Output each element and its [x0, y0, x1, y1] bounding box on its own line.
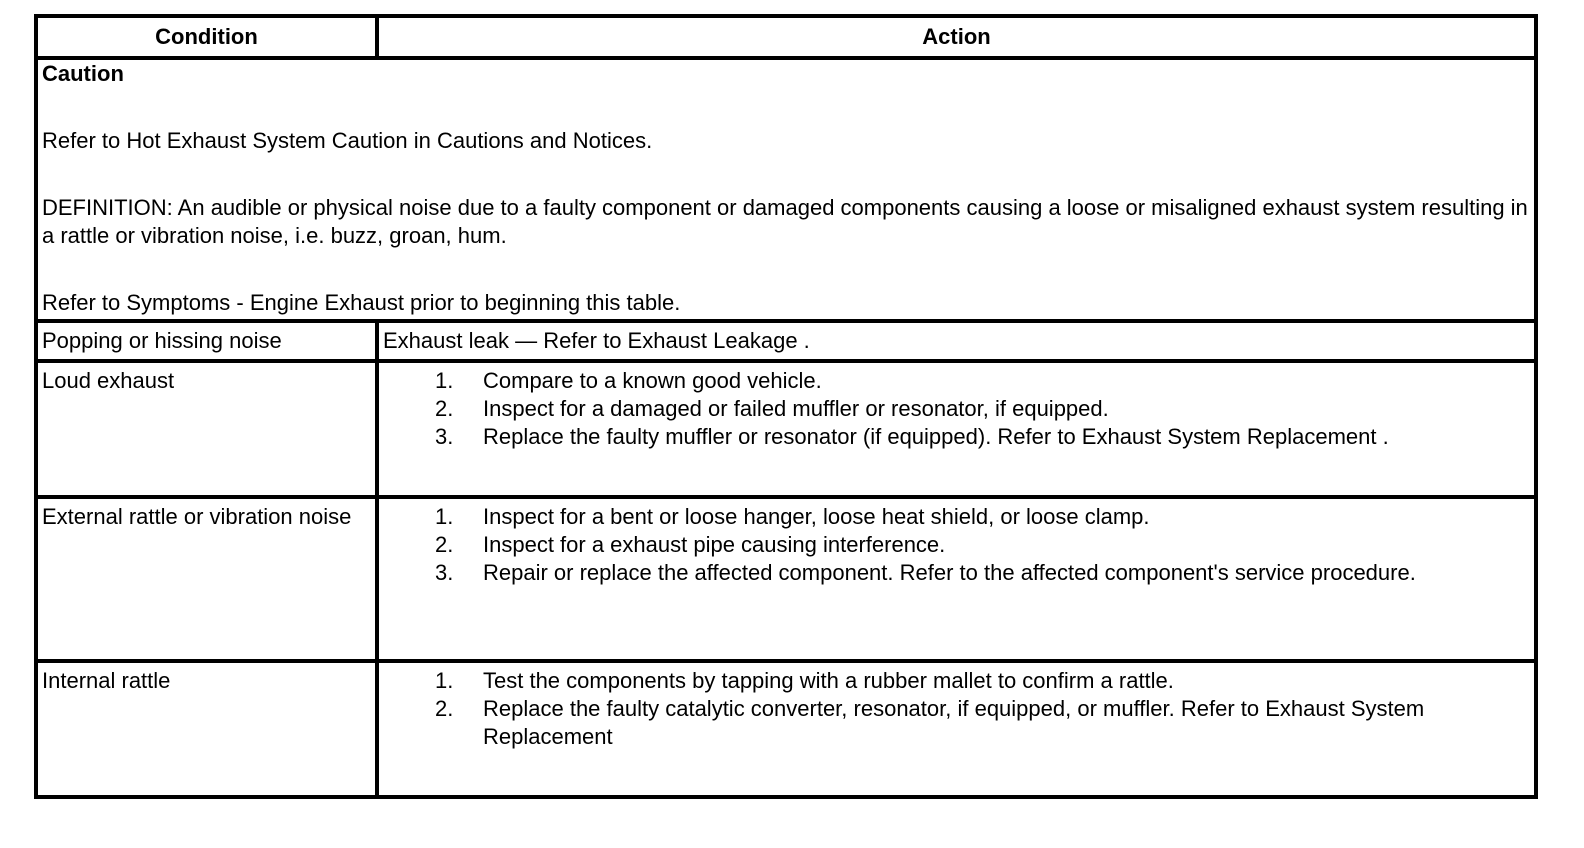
action-steps — [383, 367, 1530, 451]
step-item — [383, 667, 1530, 695]
step-number: 2. — [435, 532, 454, 557]
caution-title: Caution — [42, 61, 124, 86]
step-text: Replace the faulty muffler or resonator (if equipped). Refer to Exhaust System Replacement . — [483, 424, 1389, 449]
caution-reference: Refer to Hot Exhaust System Caution in Cautions and Notices. — [42, 128, 653, 153]
table-row — [36, 361, 1536, 497]
condition-cell: Popping or hissing noise — [36, 321, 377, 361]
definition-text: DEFINITION: An audible or physical noise due to a faulty component or damaged components causing a loose or misaligned exhaust system resulting in a rattle or vibration noise, i.e. buzz, groan, hum. — [42, 195, 1528, 248]
step-text: Inspect for a damaged or failed muffler or resonator, if equipped. — [483, 396, 1109, 421]
step-item — [383, 503, 1530, 531]
step-item — [383, 695, 1530, 751]
step-number: 1. — [435, 504, 454, 529]
step-item — [383, 367, 1530, 395]
table-row — [36, 497, 1536, 661]
step-text: Compare to a known good vehicle. — [483, 368, 822, 393]
action-cell — [377, 661, 1536, 797]
action-cell: Exhaust leak — Refer to Exhaust Leakage . — [377, 321, 1536, 361]
table-row — [36, 321, 1536, 361]
step-number: 1. — [435, 368, 454, 393]
condition-header: Condition — [36, 16, 377, 58]
condition-cell: Loud exhaust — [36, 361, 377, 497]
step-text: Repair or replace the affected component. Refer to the affected component's service procedure. — [483, 560, 1416, 585]
step-item — [383, 423, 1530, 451]
action-cell — [377, 497, 1536, 661]
caution-cell — [36, 58, 1536, 321]
step-number: 1. — [435, 668, 454, 693]
condition-cell: External rattle or vibration noise — [36, 497, 377, 661]
step-item — [383, 395, 1530, 423]
diagnostic-table — [34, 14, 1538, 799]
action-cell — [377, 361, 1536, 497]
step-text: Replace the faulty catalytic converter, resonator, if equipped, or muffler. Refer to Exhaust System Replacement — [483, 696, 1425, 749]
header-row — [36, 16, 1536, 58]
symptoms-reference: Refer to Symptoms - Engine Exhaust prior to beginning this table. — [42, 290, 681, 315]
step-text: Inspect for a exhaust pipe causing interference. — [483, 532, 946, 557]
action-header: Action — [377, 16, 1536, 58]
condition-cell: Internal rattle — [36, 661, 377, 797]
action-steps — [383, 503, 1530, 587]
step-text: Inspect for a bent or loose hanger, loose heat shield, or loose clamp. — [483, 504, 1150, 529]
step-number: 2. — [435, 396, 454, 421]
step-number: 3. — [435, 560, 454, 585]
step-item — [383, 531, 1530, 559]
table-row — [36, 661, 1536, 797]
step-number: 3. — [435, 424, 454, 449]
action-steps — [383, 667, 1530, 751]
step-text: Test the components by tapping with a rubber mallet to confirm a rattle. — [483, 668, 1174, 693]
caution-row — [36, 58, 1536, 321]
step-item — [383, 559, 1530, 587]
step-number: 2. — [435, 696, 454, 721]
